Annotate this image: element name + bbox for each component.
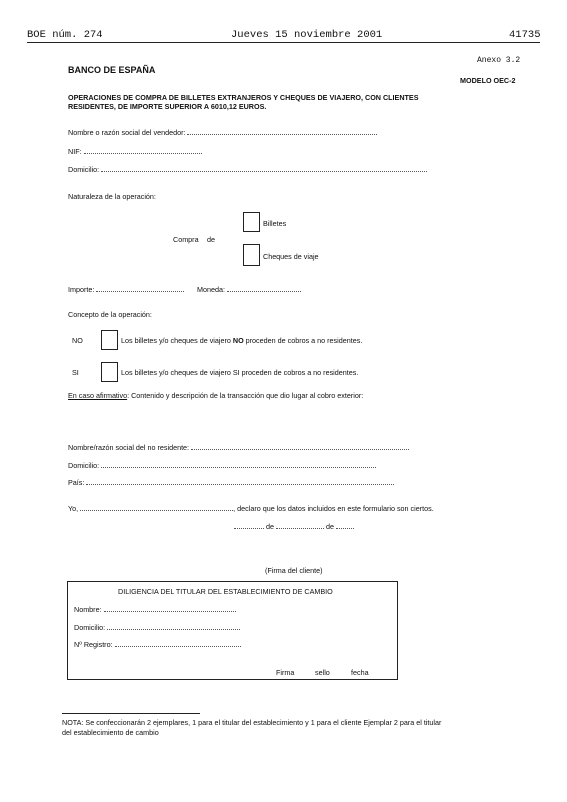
cheques-checkbox[interactable]: [243, 244, 260, 266]
nonresident-country-label: País:: [68, 478, 85, 487]
si-checkbox[interactable]: [101, 362, 118, 382]
diligencia-title: DILIGENCIA DEL TITULAR DEL ESTABLECIMIENTO DE CAMBIO: [118, 587, 333, 596]
no-checkbox[interactable]: [101, 330, 118, 350]
fecha-label: fecha: [351, 668, 369, 677]
nonresident-name-field[interactable]: [68, 443, 409, 452]
moneda-blank[interactable]: [227, 285, 301, 292]
no-text-emphasis: NO: [232, 336, 244, 345]
billetes-checkbox[interactable]: [243, 212, 260, 232]
compra-de-label: de: [207, 235, 215, 244]
diligencia-registro-label: Nº Registro:: [74, 640, 113, 649]
si-option-text: Los billetes y/o cheques de viajero SI proceden de cobros a no residentes.: [121, 368, 359, 377]
address-blank[interactable]: [101, 165, 427, 172]
diligencia-nombre-label: Nombre:: [74, 605, 102, 614]
header-date: Jueves 15 noviembre 2001: [231, 29, 383, 41]
declaration-yo: Yo,: [68, 504, 79, 513]
diligencia-registro-blank[interactable]: [115, 640, 241, 647]
diligencia-registro-field[interactable]: [74, 640, 241, 649]
form-title-line1: OPERACIONES DE COMPRA DE BILLETES EXTRANJEROS Y CHEQUES DE VIAJERO, CON CLIENTES: [68, 93, 419, 102]
compra-label: Compra: [173, 235, 199, 244]
header-rule: [27, 42, 540, 43]
moneda-field[interactable]: [197, 285, 301, 294]
diligencia-domicilio-blank[interactable]: [107, 623, 240, 630]
address-label: Domicilio:: [68, 165, 100, 174]
affirmative-label: En caso afirmativo: [68, 391, 128, 400]
declaration-text: , declaro que los datos incluidos en este formulario son ciertos.: [233, 504, 434, 513]
nonresident-country-blank[interactable]: [86, 478, 394, 485]
importe-label: Importe:: [68, 285, 95, 294]
moneda-label: Moneda:: [197, 285, 225, 294]
importe-field[interactable]: [68, 285, 184, 294]
firma-label: Firma: [276, 668, 295, 677]
nonresident-address-field[interactable]: [68, 461, 376, 470]
si-label: SI: [72, 368, 79, 377]
billetes-label: Billetes: [263, 219, 287, 228]
date-de-2: de: [326, 522, 334, 531]
no-label: NO: [72, 336, 83, 345]
model-label: MODELO OEC-2: [460, 76, 516, 85]
note-line-1: NOTA: Se confeccionarán 2 ejemplares, 1 para el titular del establecimiento y 1 para el cliente Ejemplar 2 para el titular: [62, 718, 442, 727]
client-signature-label: (Firma del cliente): [265, 566, 323, 575]
note-line-2: del establecimiento de cambio: [62, 728, 159, 737]
nonresident-address-label: Domicilio:: [68, 461, 100, 470]
annex-label: Anexo 3.2: [477, 56, 521, 65]
concept-label: Concepto de la operación:: [68, 310, 152, 319]
form-title-line2: RESIDENTES, DE IMPORTE SUPERIOR A 6010,12 EUROS.: [68, 102, 267, 111]
diligencia-nombre-blank[interactable]: [104, 605, 236, 612]
nonresident-name-blank[interactable]: [191, 443, 409, 450]
seller-name-blank[interactable]: [187, 128, 377, 135]
declaration-line: [68, 504, 434, 513]
cheques-label: Cheques de viaje: [263, 252, 319, 261]
declaration-date-line: [234, 522, 354, 531]
no-text-start: Los billetes y/o cheques de viajero: [121, 336, 233, 345]
nonresident-address-blank[interactable]: [101, 461, 376, 468]
nif-field[interactable]: [68, 147, 202, 156]
operation-nature-label: Naturaleza de la operación:: [68, 192, 156, 201]
nonresident-name-label: Nombre/razón social del no residente:: [68, 443, 190, 452]
header-left: BOE núm. 274: [27, 29, 103, 41]
sello-label: sello: [315, 668, 330, 677]
header-page-number: 41735: [509, 29, 541, 41]
diligencia-domicilio-label: Domicilio:: [74, 623, 106, 632]
no-text-end: proceden de cobros a no residentes.: [243, 336, 363, 345]
nif-label: NIF:: [68, 147, 82, 156]
date-month-blank[interactable]: [276, 522, 324, 529]
declarant-name-blank[interactable]: [80, 504, 233, 511]
date-year-blank[interactable]: [336, 522, 354, 529]
no-option-text: [121, 336, 362, 345]
affirmative-text: : Contenido y descripción de la transacción que dio lugar al cobro exterior:: [127, 391, 364, 400]
seller-name-field[interactable]: [68, 128, 377, 137]
nif-blank[interactable]: [84, 147, 202, 154]
address-field[interactable]: [68, 165, 427, 174]
diligencia-domicilio-field[interactable]: [74, 623, 240, 632]
date-day-blank[interactable]: [234, 522, 264, 529]
bank-name: BANCO DE ESPAÑA: [68, 65, 156, 75]
diligencia-nombre-field[interactable]: [74, 605, 236, 614]
nonresident-country-field[interactable]: [68, 478, 394, 487]
note-separator: [62, 713, 200, 714]
seller-name-label: Nombre o razón social del vendedor:: [68, 128, 186, 137]
date-de-1: de: [266, 522, 274, 531]
importe-blank[interactable]: [96, 285, 184, 292]
affirmative-instruction: [68, 391, 363, 400]
